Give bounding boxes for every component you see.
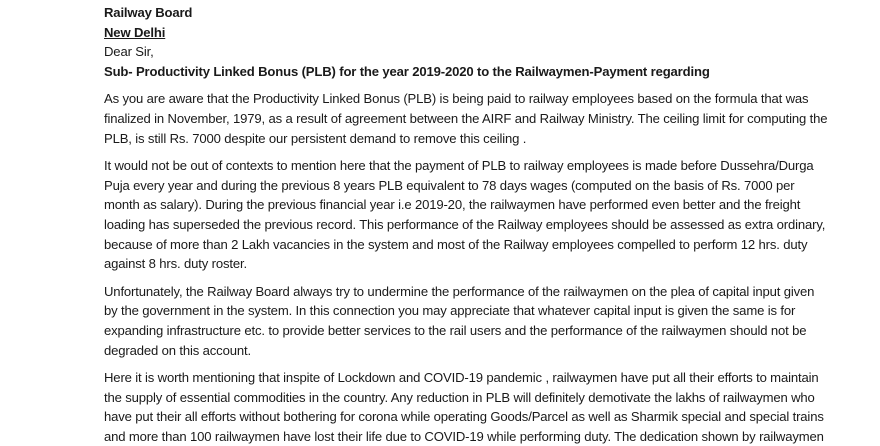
paragraph-line: loading has superseded the previous record. This performance of the Railway employees should be assessed as extra ordinary, [104, 216, 826, 232]
paragraph-line: by the government in the system. In this connection you may appreciate that whatever capital input is given the same is for [104, 303, 796, 319]
addressee-city: New Delhi [104, 24, 166, 40]
paragraph-line: It would not be out of contexts to mention here that the payment of PLB to railway employees is made before Dussehra/Durga [104, 158, 814, 174]
paragraph-line: and more than 100 railwaymen have lost their life due to COVID-19 while performing duty. The dedication shown by railwaymen [104, 428, 824, 444]
paragraph-3 [104, 282, 869, 360]
paragraph-line: have put their all efforts without bothering for corona while operating Goods/Parcel as well as Sharmik special and special trains [104, 409, 824, 425]
paragraph-line: month as salary). During the previous financial year i.e 2019-20, the railwaymen have performed even better and the freight [104, 197, 801, 213]
paragraph-line: Puja every year and during the previous 8 years PLB equivalent to 78 days wages (computed on the basis of Rs. 7000 per [104, 177, 795, 193]
paragraph-4 [104, 368, 869, 446]
letter-page [104, 3, 869, 446]
paragraph-2 [104, 156, 869, 274]
paragraph-line: because of more than 2 Lakh vacancies in the system and most of the Railway employees compelled to perform 12 hrs. duty [104, 236, 808, 252]
paragraph-line: Unfortunately, the Railway Board always try to undermine the performance of the railwaymen on the plea of capital input given [104, 283, 815, 299]
addressee-org: Railway Board [104, 5, 193, 20]
paragraph-line: Here it is worth mentioning that inspite of Lockdown and COVID-19 pandemic , railwaymen have put all their efforts to maintain [104, 370, 819, 386]
paragraph-line: finalized in November, 1979, as a result of agreement between the AIRF and Railway Ministry. The ceiling limit for computing the [104, 110, 828, 126]
paragraph-1 [104, 89, 869, 148]
paragraph-line: As you are aware that the Productivity Linked Bonus (PLB) is being paid to railway employees based on the formula that was [104, 91, 809, 107]
paragraph-line: degraded on this account. [104, 342, 251, 358]
paragraph-line: expanding infrastructure etc. to provide better services to the rail users and the performance of the railwaymen should not be [104, 322, 807, 338]
paragraph-line: PLB, is still Rs. 7000 despite our persistent demand to remove this ceiling . [104, 130, 527, 146]
salutation: Dear Sir, [104, 44, 154, 60]
paragraph-line: the supply of essential commodities in the country. Any reduction in PLB will definitely demotivate the lakhs of railwaymen who [104, 389, 815, 405]
paragraph-line: against 8 hrs. duty roster. [104, 256, 247, 272]
subject-line: Sub- Productivity Linked Bonus (PLB) for the year 2019-2020 to the Railwaymen-Payment regarding [104, 63, 710, 79]
